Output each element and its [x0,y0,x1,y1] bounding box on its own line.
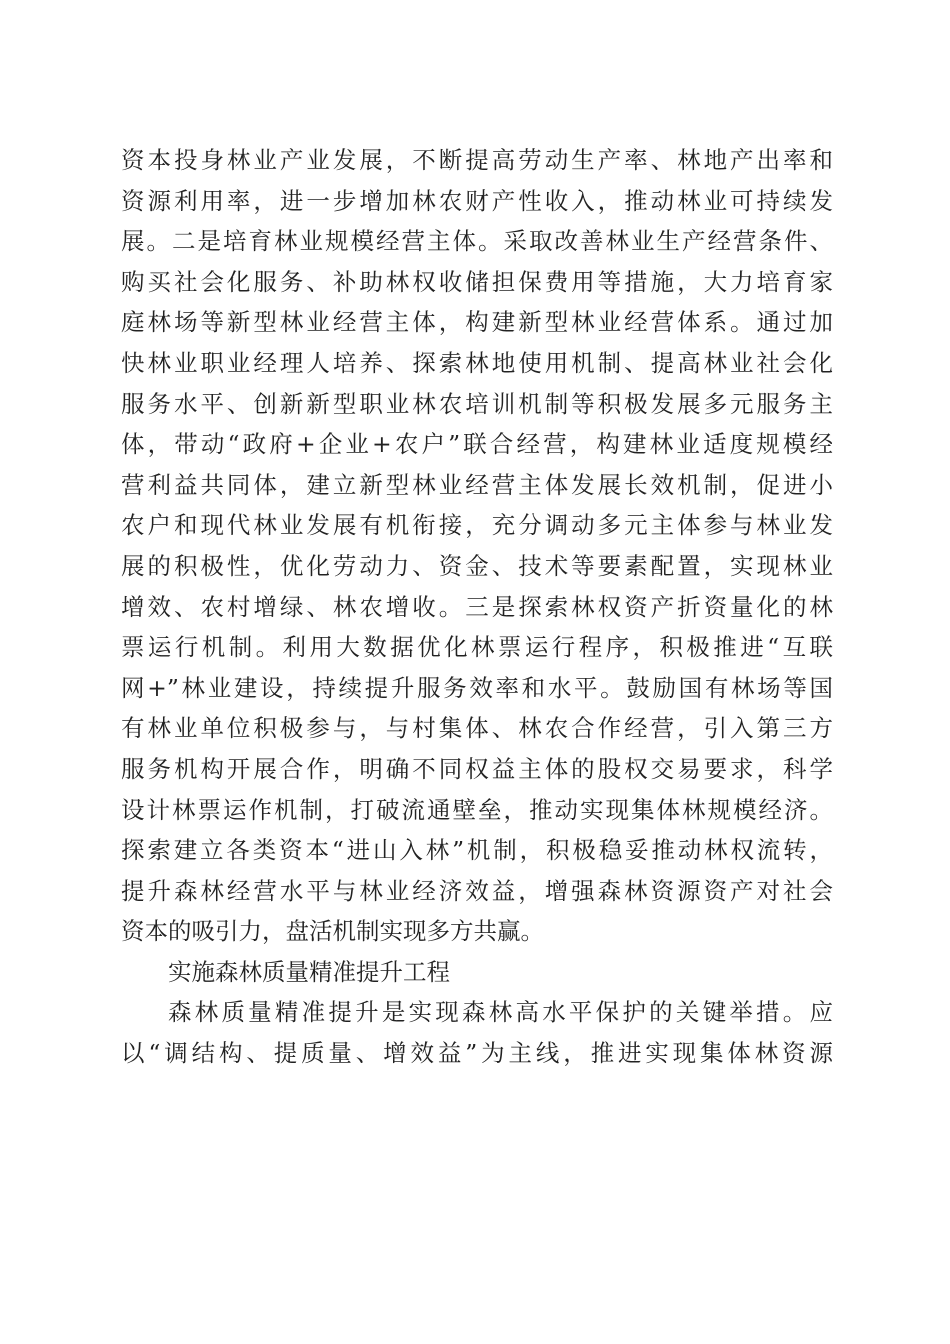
paragraph-1 [121,140,833,952]
text-line: 农户和现代林业发展有机衔接，充分调动多元主体参与林业发 [121,511,833,540]
text-line: 票运行机制。利用大数据优化林票运行程序，积极推进“互联 [121,633,833,662]
text-line: 资本投身林业产业发展，不断提高劳动生产率、林地产出率和 [121,146,833,174]
text-line: 庭林场等新型林业经营主体，构建新型林业经营体系。通过加 [121,308,833,337]
text-line: 服务机构开展合作，明确不同权益主体的股权交易要求，科学 [121,754,833,783]
text-line: 资源利用率，进一步增加林农财产性收入，推动林业可持续发 [121,186,833,215]
text-line: 展的积极性，优化劳动力、资金、技术等要素配置，实现林业 [121,551,833,580]
text-line: 网+”林业建设，持续提升服务效率和水平。鼓励国有林场等国 [121,673,833,702]
text-line: 探索建立各类资本“进山入林”机制，积极稳妥推动林权流转， [121,836,833,865]
text-line: 以“调结构、提质量、增效益”为主线，推进实现集体林资源 [121,1039,833,1068]
section-heading: 实施森林质量精准提升工程 [168,957,450,986]
text-line: 有林业单位积极参与，与村集体、林农合作经营，引入第三方 [121,714,833,743]
text-line: 体，带动“政府+企业+农户”联合经营，构建林业适度规模经 [121,430,833,459]
text-line: 展。二是培育林业规模经营主体。采取改善林业生产经营条件、 [121,227,833,256]
text-line: 森林质量精准提升是实现森林高水平保护的关键举措。应 [168,998,833,1027]
paragraph-2 [121,992,833,1073]
text-line: 服务水平、创新新型职业林农培训机制等积极发展多元服务主 [121,389,833,418]
text-line: 购买社会化服务、补助林权收储担保费用等措施，大力培育家 [121,267,833,296]
text-line: 设计林票运作机制，打破流通壁垒，推动实现集体林规模经济。 [121,795,833,824]
document-body [121,140,833,1074]
text-line: 资本的吸引力，盘活机制实现多方共赢。 [121,917,544,946]
text-line: 增效、农村增绿、林农增收。三是探索林权资产折资量化的林 [121,592,833,621]
text-line: 快林业职业经理人培养、探索林地使用机制、提高林业社会化 [121,348,833,377]
text-line: 营利益共同体，建立新型林业经营主体发展长效机制，促进小 [121,470,833,499]
text-line: 提升森林经营水平与林业经济效益，增强森林资源资产对社会 [121,876,833,905]
